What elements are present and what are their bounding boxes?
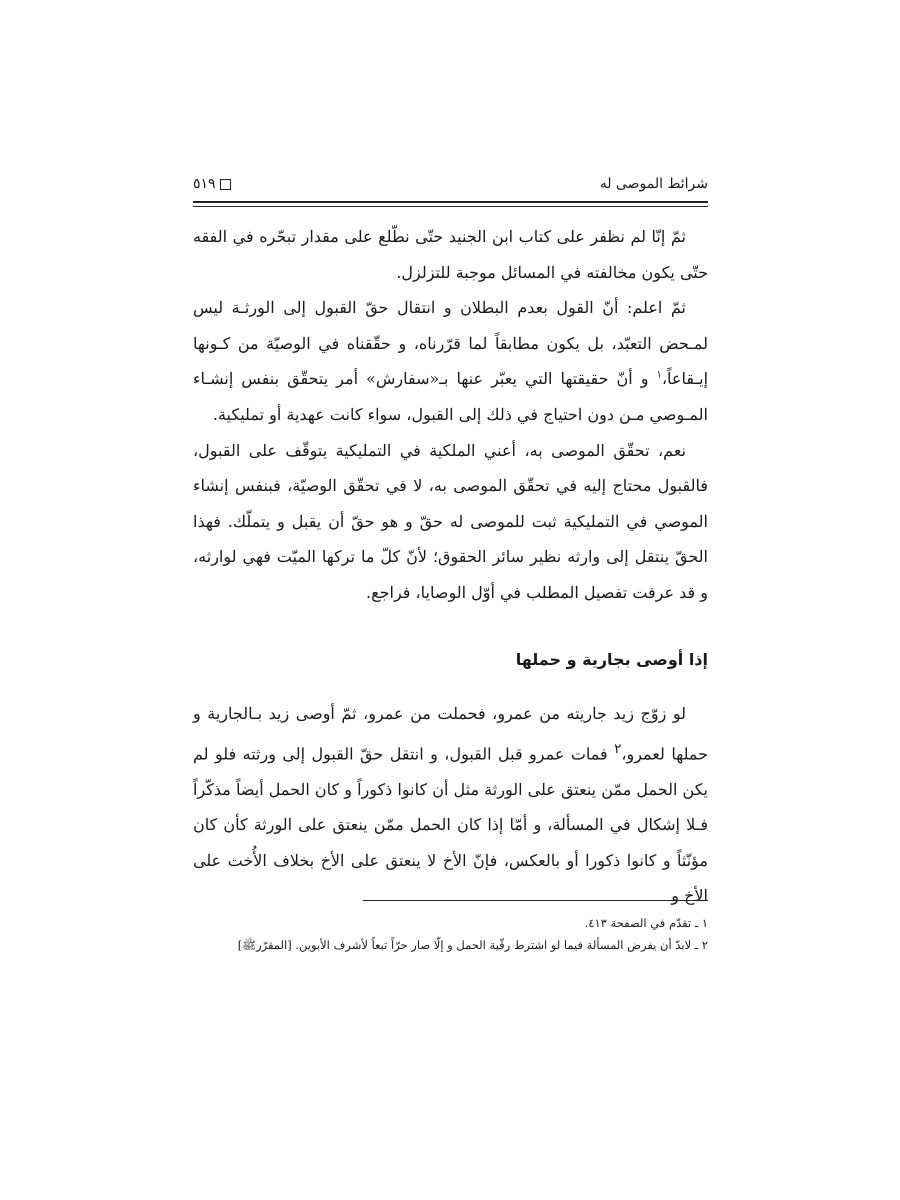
paragraph-tail: و أنّ حقيقتها التي يعبّر عنها بـ«سفارش» أمر يتحقّق بنفس إنشـاء المـوصي مـن دون احتياج في ذلك إلى القبول، سواء كانت عهدية أو تمليكية. <box>193 369 708 424</box>
footnote-separator <box>363 900 708 901</box>
footnote: ٢ ـ لابدّ أن يفرض المسألة فيما لو اشترط رقّية الحمل و إلّا صار حرّاً تبعاً لأشرف الأبوين. [المقرّرﷺ] <box>237 938 708 952</box>
paragraph: نعم، تحقّق الموصى به، أعني الملكية في التمليكية يتوقّف على القبول، فالقبول محتاج إليه في تحقّق الموصى به، لا في تحقّق الوصيّة، فبنفس إنشاء الموصي في التمليكية ثبت للموصى له حقّ و هو حقّ أن يقبل و يتملّك. فهذا الحقّ ينتقل إلى وارثه نظير سائر الحقوق؛ لأنّ كلّ ما تركها الميّت فهي لوارثه، و قد عرفت تفصيل المطلب في أوّل الوصايا، فراجع. <box>193 440 708 602</box>
page-number: ٥١٩ <box>193 176 216 192</box>
footnote: ١ ـ تقدّم في الصفحة ٤١٣. <box>584 916 708 930</box>
paragraph-tail: فمات عمرو قبل القبول، و انتقل حقّ القبول إلى ورثته فلو لم يكن الحمل ممّن ينعتق على الورثة مثل أن كانوا ذكوراً و كان الحمل أيضاً مذكّراً فـلا إشكال في المسألة، و أمّا إذا كان الحمل ممّن ينعتق على الورثة كأن كان مؤنّثاً و كانوا ذكورا أو بالعكس، فإنّ الأخ لا ينعتق على الأخ بخلاف الأُخت على الأخ و <box>193 743 708 906</box>
paragraph-head: ثمّ اعلم: أنّ القول بعدم البطلان و انتقال حقّ القبول إلى الورثـة ليس لمـحض التعبّد، بل يكون مطابقاً لما قرّرناه، و حقّقناه في الوصيّة من كـونها إيـقاعاً، <box>193 298 709 389</box>
paragraph <box>193 290 708 432</box>
footnote-marker: ١ <box>656 370 662 382</box>
square-ornament-icon <box>220 179 231 190</box>
section-text <box>193 696 708 914</box>
running-header <box>193 172 708 202</box>
section-heading: إذا أوصى بجارية و حملها <box>515 650 708 669</box>
main-text <box>193 219 708 611</box>
running-title: شرائط الموصى له <box>599 176 708 192</box>
header-rule-thick <box>193 201 708 203</box>
page-number-block <box>193 176 231 192</box>
paragraph-head: لو زوّج زيد جاريته من عمرو، فحملت من عمرو، ثمّ أوصى زيد بـالجارية و حملها لعمرو، <box>193 704 709 763</box>
footnotes <box>193 912 708 956</box>
paragraph <box>193 696 708 914</box>
footnote-marker: ٢ <box>614 741 622 757</box>
paragraph: ثمّ إنّا لم نظفر على كتاب ابن الجنيد حتّى نطّلع على مقدار تبحّره في الفقه حتّى يكون مخالفته في المسائل موجبة للتزلزل. <box>193 227 708 282</box>
header-rule-thin <box>193 206 708 207</box>
